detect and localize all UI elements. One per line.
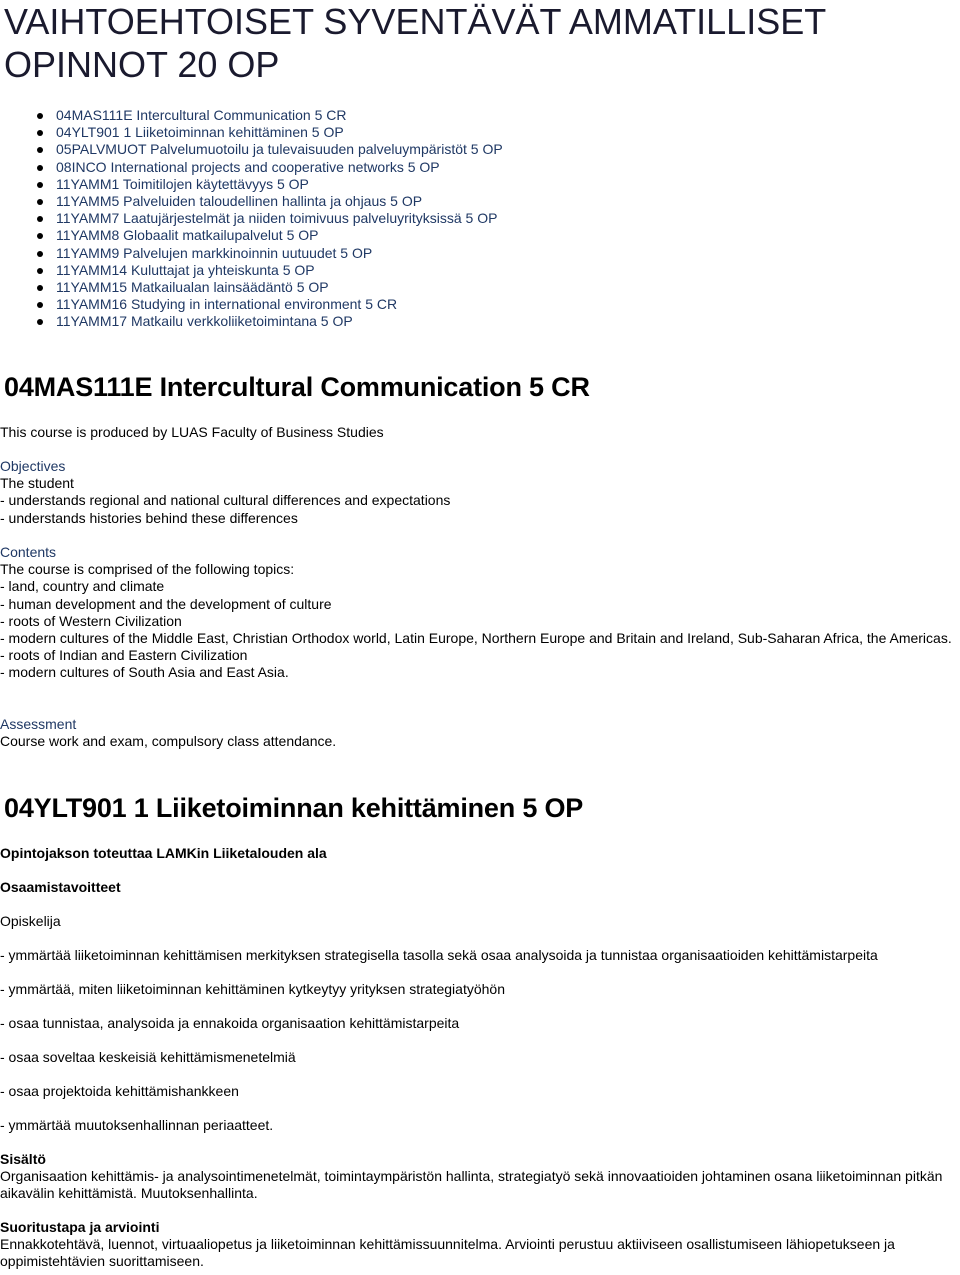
content-line: - roots of Indian and Eastern Civilization [0, 647, 248, 664]
content-line: - roots of Western Civilization [0, 612, 182, 629]
bullet-icon [37, 182, 43, 188]
course-link[interactable]: 11YAMM17 Matkailu verkkoliiketoimintana 5 OP [56, 313, 353, 330]
objectives-section [0, 458, 958, 527]
course-implementer: Opintojakson toteuttaa LAMKin Liiketalouden ala [0, 845, 327, 861]
list-item[interactable] [0, 262, 503, 279]
list-item[interactable] [0, 313, 503, 330]
contents-section [0, 544, 958, 682]
list-item[interactable] [0, 124, 503, 141]
course-link[interactable]: 11YAMM9 Palvelujen markkinoinnin uutuudet 5 OP [56, 244, 373, 261]
list-item[interactable] [0, 210, 503, 227]
bullet-icon [37, 113, 43, 119]
bullet-icon [37, 319, 43, 325]
content-label: Sisältö [0, 1151, 46, 1167]
assessment-section [0, 716, 958, 750]
outcome-line: - osaa soveltaa keskeisiä kehittämismenetelmiä [0, 1049, 296, 1065]
list-item[interactable] [0, 193, 503, 210]
course-producer: This course is produced by LUAS Faculty of Business Studies [0, 424, 384, 440]
list-item[interactable] [0, 279, 503, 296]
list-item[interactable] [0, 296, 503, 313]
bullet-icon [37, 165, 43, 171]
bullet-icon [37, 216, 43, 222]
bullet-icon [37, 302, 43, 308]
content-text: Organisaation kehittämis- ja analysointimenetelmät, toimintaympäristön hallinta, strategiatyö sekä innovaatioiden johtaminen osana liiketoiminnan pitkän aikavälin kehittämistä. Muutoksenhallinta. [0, 1168, 943, 1202]
method-text: Ennakkotehtävä, luennot, virtuaaliopetus ja liiketoiminnan kehittämissuunnitelma. Arviointi perustuu aktiiviseen osallistumiseen lähiopetukseen ja oppimistehtävien suorittamiseen. [0, 1236, 895, 1270]
objective-line: - understands regional and national cultural differences and expectations [0, 492, 451, 509]
course-link[interactable]: 11YAMM15 Matkailualan lainsäädäntö 5 OP [56, 278, 329, 295]
list-item[interactable] [0, 107, 503, 124]
bullet-icon [37, 268, 43, 274]
list-item[interactable] [0, 159, 503, 176]
course-link[interactable]: 04YLT901 1 Liiketoiminnan kehittäminen 5 OP [56, 124, 344, 141]
method-label: Suoritustapa ja arviointi [0, 1219, 160, 1235]
course-link[interactable]: 05PALVMUOT Palvelumuotoilu ja tulevaisuuden palveluympäristöt 5 OP [56, 141, 503, 158]
course-link[interactable]: 04MAS111E Intercultural Communication 5 CR [56, 107, 347, 123]
list-item[interactable] [0, 227, 503, 244]
content-line: - modern cultures of the Middle East, Christian Orthodox world, Latin Europe, Northern Europe and Britain and Ireland, Sub-Saharan Africa, the Americas. [0, 630, 952, 647]
bullet-icon [37, 285, 43, 291]
bullet-icon [37, 130, 43, 136]
course-heading: 04YLT901 1 Liiketoiminnan kehittäminen 5 OP [4, 793, 584, 823]
outcome-line: - osaa projektoida kehittämishankkeen [0, 1083, 239, 1099]
outcome-line: - osaa tunnistaa, analysoida ja ennakoida organisaation kehittämistarpeita [0, 1015, 460, 1031]
student-label: Opiskelija [0, 913, 61, 929]
course-link[interactable]: 11YAMM1 Toimitilojen käytettävyys 5 OP [56, 175, 309, 192]
objectives-label: Objectives [0, 458, 66, 474]
bullet-icon [37, 199, 43, 205]
bullet-icon [37, 233, 43, 239]
content-line: - human development and the development of culture [0, 595, 332, 612]
outcomes-label: Osaamistavoitteet [0, 879, 121, 895]
assessment-text: Course work and exam, compulsory class attendance. [0, 733, 337, 750]
course-link[interactable]: 11YAMM7 Laatujärjestelmät ja niiden toimivuus palveluyrityksissä 5 OP [56, 210, 498, 227]
outcome-line: - ymmärtää muutoksenhallinnan periaatteet. [0, 1117, 274, 1133]
course-link[interactable]: 11YAMM14 Kuluttajat ja yhteiskunta 5 OP [56, 261, 315, 278]
list-item[interactable] [0, 141, 503, 158]
assessment-label: Assessment [0, 716, 77, 732]
page-title: VAIHTOEHTOISET SYVENTÄVÄT AMMATILLISET OPINNOT 20 OP [4, 1, 826, 85]
content-line: - land, country and climate [0, 578, 165, 595]
method-section [0, 1219, 958, 1271]
objective-line: - understands histories behind these differences [0, 509, 298, 526]
course-link[interactable]: 11YAMM8 Globaalit matkailupalvelut 5 OP [56, 227, 319, 244]
content-line: - modern cultures of South Asia and East Asia. [0, 664, 289, 681]
content-section [0, 1151, 958, 1203]
course-heading: 04MAS111E Intercultural Communication 5 CR [4, 372, 590, 402]
list-item[interactable] [0, 245, 503, 262]
course-list [0, 107, 503, 330]
bullet-icon [37, 251, 43, 257]
course-link[interactable]: 11YAMM5 Palveluiden taloudellinen hallinta ja ohjaus 5 OP [56, 192, 423, 209]
contents-label: Contents [0, 544, 57, 560]
content-line: The course is comprised of the following topics: [0, 561, 295, 578]
outcome-line: - ymmärtää, miten liiketoiminnan kehittäminen kytkeytyy yrityksen strategiatyöhön [0, 981, 505, 997]
outcome-line: - ymmärtää liiketoiminnan kehittämisen merkityksen strategisella tasolla sekä osaa analysoida ja tunnistaa organisaatioiden kehittämistarpeita [0, 947, 878, 963]
objective-line: The student [0, 475, 74, 492]
course-link[interactable]: 08INCO International projects and cooperative networks 5 OP [56, 158, 440, 175]
bullet-icon [37, 147, 43, 153]
course-link[interactable]: 11YAMM16 Studying in international environment 5 CR [56, 296, 398, 313]
list-item[interactable] [0, 176, 503, 193]
